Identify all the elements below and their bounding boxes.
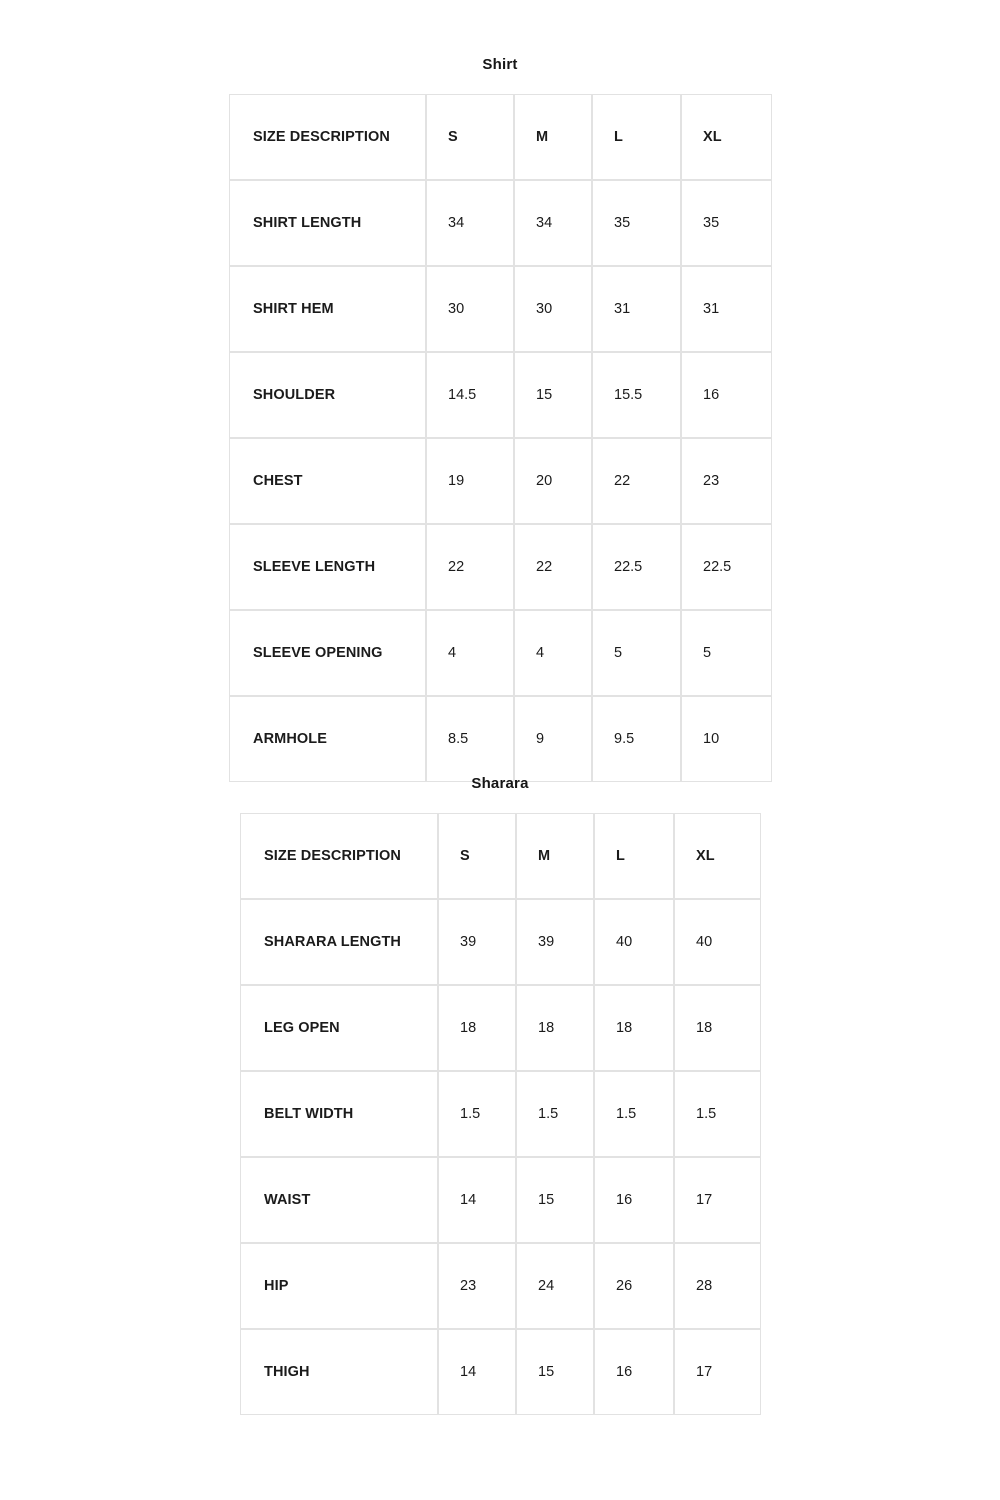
row-label: SHARARA LENGTH	[240, 899, 438, 985]
column-header-s: S	[438, 813, 516, 899]
cell-value: 15	[514, 352, 592, 438]
shirt-size-table	[229, 94, 772, 782]
cell-value: 22	[514, 524, 592, 610]
cell-value: 34	[426, 180, 514, 266]
row-label: LEG OPEN	[240, 985, 438, 1071]
row-label: ARMHOLE	[229, 696, 426, 782]
shirt-size-chart-section	[0, 56, 1000, 782]
column-header-size-description: SIZE DESCRIPTION	[229, 94, 426, 180]
table-row	[229, 438, 772, 524]
cell-value: 4	[426, 610, 514, 696]
cell-value: 39	[438, 899, 516, 985]
cell-value: 1.5	[594, 1071, 674, 1157]
cell-value: 14	[438, 1157, 516, 1243]
column-header-s: S	[426, 94, 514, 180]
cell-value: 19	[426, 438, 514, 524]
cell-value: 14.5	[426, 352, 514, 438]
shirt-table-wrapper	[0, 94, 1000, 782]
column-header-l: L	[592, 94, 681, 180]
cell-value: 5	[592, 610, 681, 696]
sharara-chart-title: Sharara	[471, 775, 529, 792]
cell-value: 40	[594, 899, 674, 985]
cell-value: 18	[674, 985, 761, 1071]
table-header-row	[229, 94, 772, 180]
cell-value: 9.5	[592, 696, 681, 782]
cell-value: 22.5	[592, 524, 681, 610]
table-row	[229, 352, 772, 438]
cell-value: 1.5	[516, 1071, 594, 1157]
cell-value: 15	[516, 1329, 594, 1415]
cell-value: 9	[514, 696, 592, 782]
cell-value: 17	[674, 1329, 761, 1415]
row-label: HIP	[240, 1243, 438, 1329]
table-header-row	[240, 813, 761, 899]
sharara-size-chart-section	[0, 775, 1000, 1415]
cell-value: 28	[674, 1243, 761, 1329]
cell-value: 35	[681, 180, 772, 266]
row-label: SHIRT LENGTH	[229, 180, 426, 266]
sharara-size-table	[240, 813, 761, 1415]
cell-value: 18	[516, 985, 594, 1071]
table-row	[229, 266, 772, 352]
table-row	[240, 985, 761, 1071]
row-label: SLEEVE OPENING	[229, 610, 426, 696]
row-label: CHEST	[229, 438, 426, 524]
table-row	[229, 610, 772, 696]
table-row	[240, 1157, 761, 1243]
table-row	[229, 524, 772, 610]
table-row	[240, 1329, 761, 1415]
column-header-l: L	[594, 813, 674, 899]
cell-value: 18	[594, 985, 674, 1071]
cell-value: 16	[594, 1157, 674, 1243]
shirt-chart-title: Shirt	[482, 56, 518, 73]
column-header-m: M	[516, 813, 594, 899]
cell-value: 20	[514, 438, 592, 524]
table-row	[229, 696, 772, 782]
row-label: SLEEVE LENGTH	[229, 524, 426, 610]
cell-value: 4	[514, 610, 592, 696]
cell-value: 5	[681, 610, 772, 696]
cell-value: 31	[681, 266, 772, 352]
cell-value: 16	[681, 352, 772, 438]
column-header-size-description: SIZE DESCRIPTION	[240, 813, 438, 899]
cell-value: 14	[438, 1329, 516, 1415]
column-header-m: M	[514, 94, 592, 180]
row-label: WAIST	[240, 1157, 438, 1243]
sharara-table-wrapper	[0, 813, 1000, 1415]
cell-value: 39	[516, 899, 594, 985]
cell-value: 24	[516, 1243, 594, 1329]
cell-value: 30	[426, 266, 514, 352]
table-row	[240, 899, 761, 985]
cell-value: 1.5	[674, 1071, 761, 1157]
table-row	[240, 1243, 761, 1329]
cell-value: 16	[594, 1329, 674, 1415]
table-row	[229, 180, 772, 266]
cell-value: 30	[514, 266, 592, 352]
cell-value: 1.5	[438, 1071, 516, 1157]
cell-value: 23	[681, 438, 772, 524]
cell-value: 22	[592, 438, 681, 524]
column-header-xl: XL	[681, 94, 772, 180]
cell-value: 23	[438, 1243, 516, 1329]
cell-value: 40	[674, 899, 761, 985]
cell-value: 15	[516, 1157, 594, 1243]
cell-value: 22	[426, 524, 514, 610]
cell-value: 34	[514, 180, 592, 266]
column-header-xl: XL	[674, 813, 761, 899]
table-row	[240, 1071, 761, 1157]
cell-value: 31	[592, 266, 681, 352]
cell-value: 22.5	[681, 524, 772, 610]
row-label: THIGH	[240, 1329, 438, 1415]
cell-value: 18	[438, 985, 516, 1071]
row-label: BELT WIDTH	[240, 1071, 438, 1157]
cell-value: 15.5	[592, 352, 681, 438]
cell-value: 8.5	[426, 696, 514, 782]
cell-value: 26	[594, 1243, 674, 1329]
cell-value: 35	[592, 180, 681, 266]
cell-value: 17	[674, 1157, 761, 1243]
cell-value: 10	[681, 696, 772, 782]
row-label: SHIRT HEM	[229, 266, 426, 352]
row-label: SHOULDER	[229, 352, 426, 438]
